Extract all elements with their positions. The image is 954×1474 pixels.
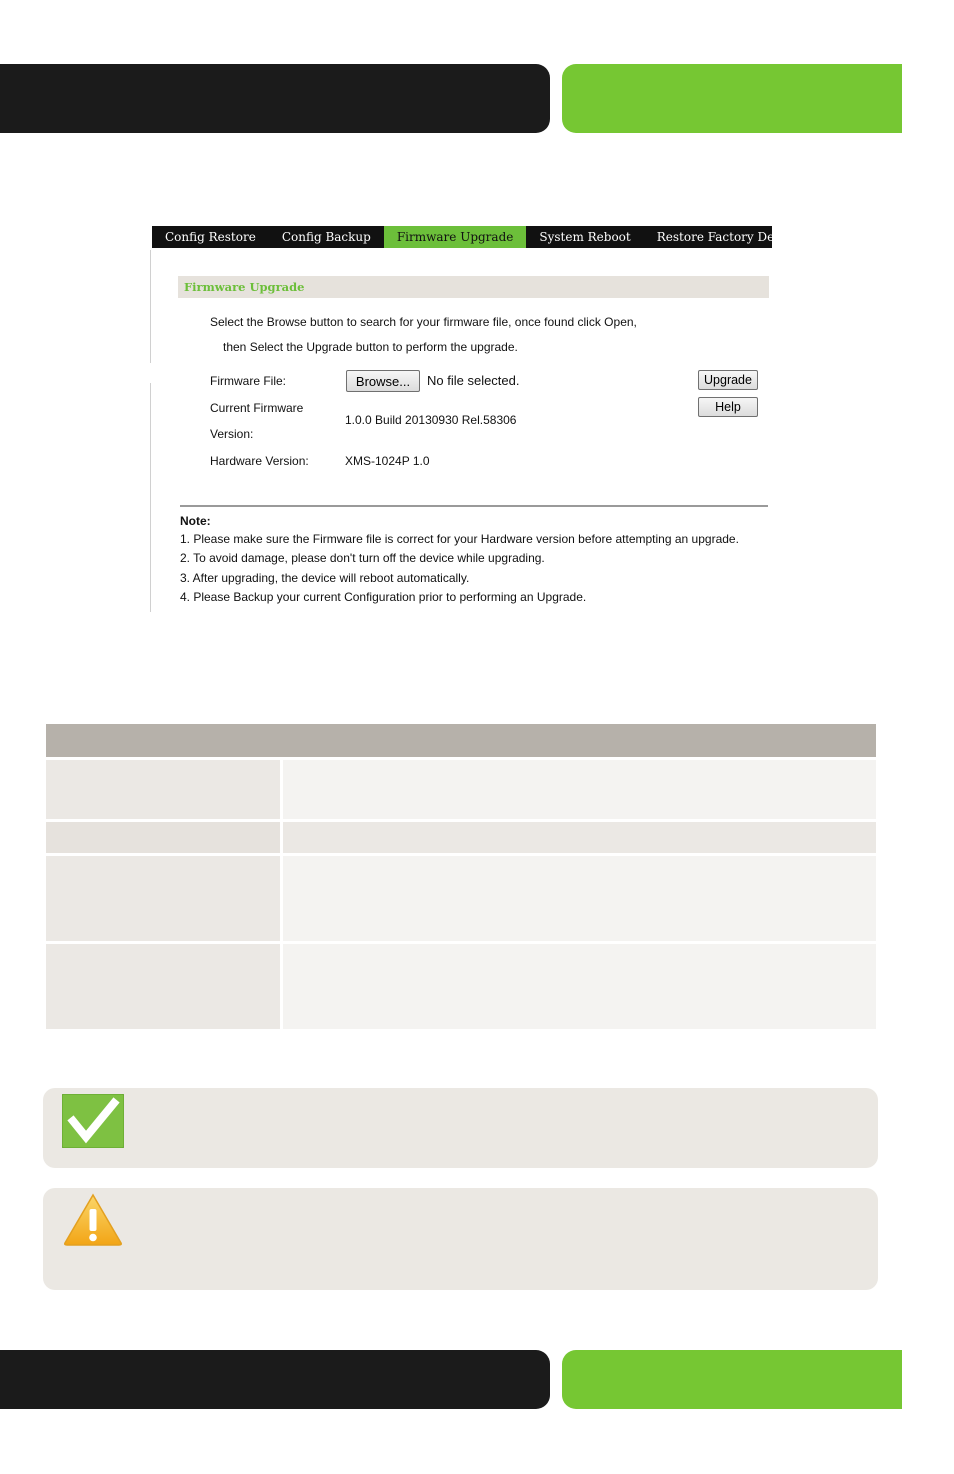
- no-file-selected-text: No file selected.: [427, 373, 520, 388]
- tab-system-reboot[interactable]: System Reboot: [539, 230, 631, 244]
- instruction-line-1: Select the Browse button to search for your firmware file, once found click Open,: [210, 315, 637, 329]
- note-title: Note:: [180, 514, 211, 528]
- note-item: 3. After upgrading, the device will reboot automatically.: [180, 571, 470, 585]
- hardware-version-value: XMS-1024P 1.0: [345, 454, 430, 468]
- current-firmware-value: 1.0.0 Build 20130930 Rel.58306: [345, 413, 517, 427]
- divider: [180, 505, 768, 507]
- hardware-version-label: Hardware Version:: [210, 454, 309, 468]
- footer-green-bar: [562, 1350, 902, 1409]
- help-button[interactable]: Help: [698, 397, 758, 417]
- current-firmware-label-line-2: Version:: [210, 427, 254, 441]
- tab-firmware-upgrade[interactable]: Firmware Upgrade: [384, 226, 527, 248]
- table-row: [46, 822, 876, 853]
- tab-config-backup[interactable]: Config Backup: [281, 230, 371, 244]
- table-row: [46, 760, 876, 819]
- warning-box: [43, 1188, 878, 1290]
- section-title: Firmware Upgrade: [178, 276, 769, 298]
- warning-icon: [63, 1192, 123, 1246]
- note-item: 2. To avoid damage, please don't turn off the device while upgrading.: [180, 551, 545, 565]
- instruction-line-2: then Select the Upgrade button to perform the upgrade.: [223, 340, 518, 354]
- firmware-upgrade-screenshot: [150, 226, 809, 612]
- upgrade-button[interactable]: Upgrade: [698, 370, 758, 390]
- header-green-bar: [562, 64, 902, 133]
- left-rule: [150, 250, 151, 612]
- tip-box: [43, 1088, 878, 1168]
- tab-bar: [152, 226, 809, 248]
- browse-button[interactable]: Browse...: [346, 370, 420, 392]
- settings-table: [46, 724, 876, 1029]
- header-dark-bar: [0, 64, 550, 133]
- table-row: [46, 944, 876, 1029]
- note-item: 4. Please Backup your current Configuration prior to performing an Upgrade.: [180, 590, 587, 604]
- table-row: [46, 856, 876, 941]
- check-icon: [62, 1094, 124, 1148]
- tab-config-restore[interactable]: Config Restore: [165, 230, 256, 244]
- firmware-file-label: Firmware File:: [210, 374, 287, 388]
- tab-restore-factory-defaults[interactable]: Restore Factory Defaults: [656, 230, 809, 244]
- table-header: [46, 724, 876, 757]
- current-firmware-label-line-1: Current Firmware: [210, 401, 304, 415]
- footer-dark-bar: [0, 1350, 550, 1409]
- note-item: 1. Please make sure the Firmware file is correct for your Hardware version before attempting an upgrade.: [180, 532, 739, 546]
